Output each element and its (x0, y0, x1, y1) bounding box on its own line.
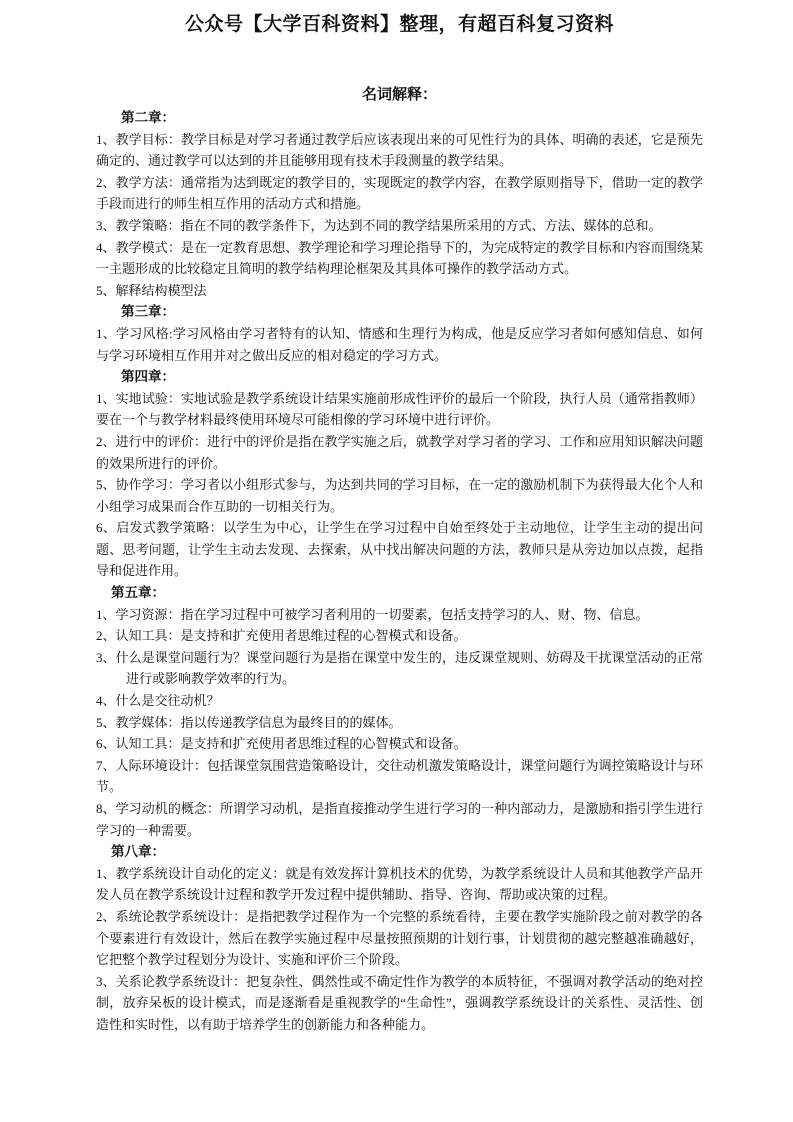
definition-item: 2、系统论教学系统设计：是指把教学过程作为一个完整的系统看待，主要在教学实施阶段之前对教学的各个要素进行有效设计，然后在教学实施过程中尽量按照预期的计划行事，计划贯彻的越完整越准确越好，它把整个教学过程划分为设计、实施和评价三个阶段。 (96, 908, 703, 968)
chapter-heading: 第五章： (111, 585, 165, 601)
page-header-title: 公众号【大学百科资料】整理，有超百科复习资料 (184, 14, 614, 35)
chapter-heading: 第四章： (121, 369, 175, 385)
definition-item: 2、认知工具：是支持和扩充使用者思维过程的心智模式和设备。 (96, 628, 467, 644)
definition-item: 1、实地试验：实地试验是教学系统设计结果实施前形成性评价的最后一个阶段，执行人员（通常指教师）要在一个与教学材料最终使用环境尽可能相像的学习环境中进行评价。 (96, 390, 703, 428)
chapter-section (96, 107, 703, 301)
definition-item: 3、什么是课堂问题行为？课堂问题行为是指在课堂中发生的，违反课堂规则、妨碍及干扰课堂活动的正常进行或影响教学效率的行为。 (96, 649, 703, 687)
definition-item: 6、启发式教学策略：以学生为中心，让学生在学习过程中自始至终处于主动地位，让学生主动的提出问题、思考问题，让学生主动去发现、去探索，从中找出解决问题的方法，教师只是从旁边加以点拨，起指导和促进作用。 (96, 520, 703, 579)
definition-item: 1、教学目标：教学目标是对学习者通过教学后应该表现出来的可见性行为的具体、明确的表述，它是预先确定的、通过教学可以达到的并且能够用现有技术手段测量的教学结果。 (96, 131, 703, 169)
definition-item: 3、关系论教学系统设计：把复杂性、偶然性或不确定性作为教学的本质特征，不强调对教学活动的绝对控制，放弃呆板的设计模式，而是逐渐看是重视教学的“生命性”，强调教学系统设计的关系性、灵活性、创造性和实时性，以有助于培养学生的创新能力和各种能力。 (96, 973, 703, 1032)
definition-item: 1、教学系统设计自动化的定义：就是有效发挥计算机技术的优势，为教学系统设计人员和其他教学产品开发人员在教学系统设计过程和教学开发过程中提供辅助、指导、咨询、帮助或决策的过程。 (96, 865, 703, 903)
definition-item: 6、认知工具：是支持和扩充使用者思维过程的心智模式和设备。 (96, 736, 467, 752)
chapter-items (96, 604, 703, 842)
definition-item: 4、什么是交往动机？ (96, 693, 220, 709)
definition-item: 2、教学方法：通常指为达到既定的教学目的，实现既定的教学内容，在教学原则指导下，借助一定的教学手段而进行的师生相互作用的活动方式和措施。 (96, 174, 703, 212)
doc-title: 名词解释： (361, 86, 437, 103)
chapter-items (96, 388, 703, 582)
chapter-items (96, 863, 703, 1036)
definition-item: 5、教学媒体：指以传递教学信息为最终目的的媒体。 (96, 714, 402, 730)
chapter-section (96, 366, 703, 582)
definition-item: 4、教学模式：是在一定教育思想、教学理论和学习理论指导下的，为完成特定的教学目标和内容而围绕某一主题形成的比较稳定且简明的教学结构理论框架及其具体可操作的教学活动方式。 (96, 239, 703, 277)
definition-item: 1、学习风格:学习风格由学习者特有的认知、情感和生理行为构成，他是反应学习者如何感知信息、如何与学习环境相互作用并对之做出反应的相对稳定的学习方式。 (96, 325, 703, 363)
chapter-items (96, 323, 703, 366)
chapter-heading: 第二章： (121, 110, 175, 125)
definition-item: 5、协作学习：学习者以小组形式参与，为达到共同的学习目标，在一定的激励机制下为获得最大化个人和小组学习成果而合作互助的一切相关行为。 (96, 477, 703, 514)
chapter-section (96, 301, 703, 366)
chapter-heading: 第八章： (111, 844, 165, 860)
chapter-heading: 第三章： (121, 304, 175, 320)
definition-item: 7、人际环境设计：包括课堂氛围营造策略设计，交往动机激发策略设计，课堂问题行为调控策略设计与环节。 (96, 757, 703, 795)
definition-item: 8、学习动机的概念：所谓学习动机，是指直接推动学生进行学习的一种内部动力，是激励和指引学生进行学习的一种需要。 (96, 801, 703, 838)
definition-item: 1、学习资源：指在学习过程中可被学习者利用的一切要素，包括支持学习的人、财、物、信息。 (96, 606, 649, 622)
chapter-section (96, 841, 703, 1035)
doc-body (96, 107, 703, 1036)
definition-item: 5、解释结构模型法 (96, 282, 207, 298)
definition-item: 3、教学策略：指在不同的教学条件下，为达到不同的教学结果所采用的方式、方法、媒体的总和。 (96, 217, 662, 233)
chapter-section (96, 582, 703, 841)
definition-item: 2、进行中的评价：进行中的评价是指在教学实施之后，就教学对学习者的学习、工作和应用知识解决问题的效果所进行的评价。 (96, 433, 703, 471)
chapter-items (96, 129, 703, 302)
